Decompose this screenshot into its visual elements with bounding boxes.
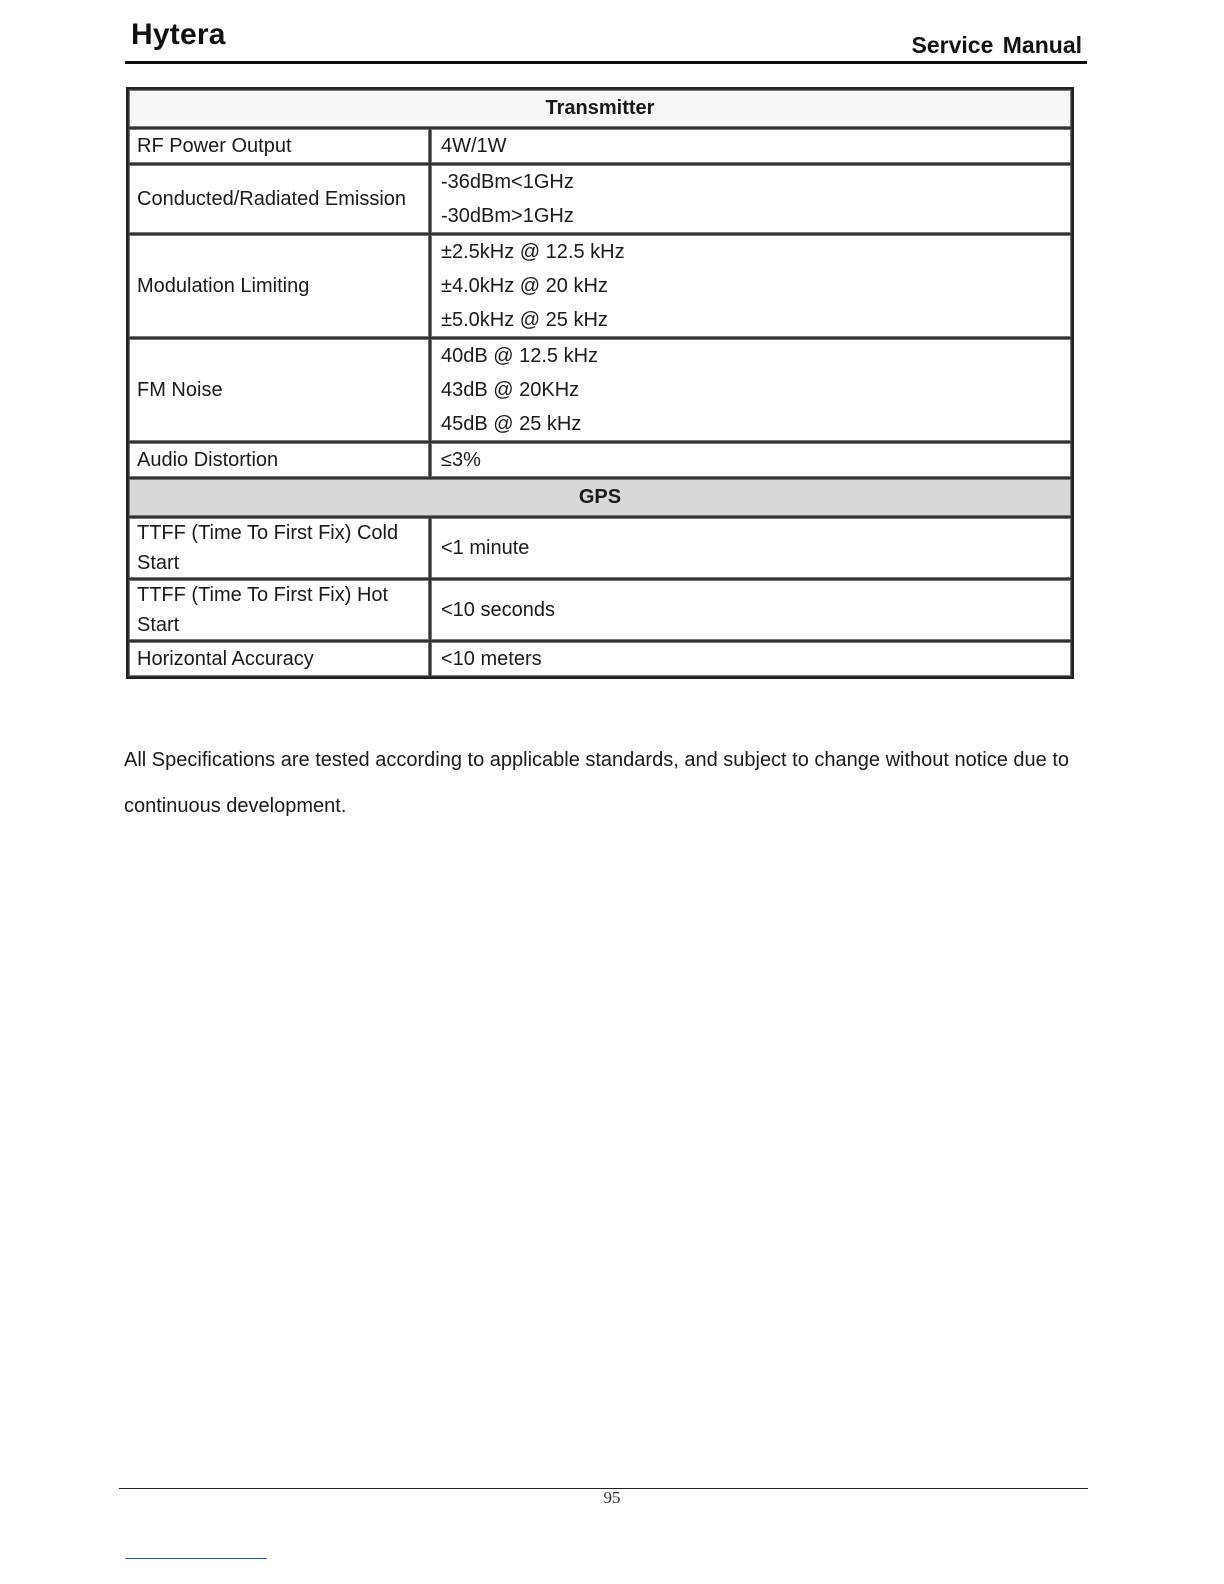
brand-logo: Hytera <box>131 18 226 51</box>
table-row <box>128 641 1072 677</box>
section-title: Transmitter <box>128 89 1072 128</box>
footnote-separator <box>125 1558 267 1559</box>
spec-label: Conducted/Radiated Emission <box>128 164 430 234</box>
specifications-footnote: All Specifications are tested according to applicable standards, and subject to change without notice due to continuous development. <box>124 749 1070 817</box>
spec-value-line: ±5.0kHz @ 25 kHz <box>441 309 608 331</box>
table-row <box>128 128 1072 164</box>
spec-value <box>430 442 1072 478</box>
specifications-table <box>126 87 1074 679</box>
spec-value <box>430 517 1072 579</box>
spec-value-line: <10 meters <box>441 648 542 670</box>
spec-label: FM Noise <box>128 338 430 442</box>
spec-value <box>430 128 1072 164</box>
spec-value-line: -36dBm<1GHz <box>441 171 574 193</box>
table-row <box>128 442 1072 478</box>
spec-label: TTFF (Time To First Fix) Hot Start <box>128 579 430 641</box>
table-row <box>128 234 1072 338</box>
header-divider <box>125 61 1087 64</box>
transmitter-section-header <box>128 89 1072 128</box>
table-row <box>128 164 1072 234</box>
spec-value-line: <1 minute <box>441 537 530 559</box>
spec-label: TTFF (Time To First Fix) Cold Start <box>128 517 430 579</box>
spec-value <box>430 579 1072 641</box>
spec-value-line: 43dB @ 20KHz <box>441 379 580 401</box>
spec-value-line: 40dB @ 12.5 kHz <box>441 345 599 367</box>
spec-value-line: -30dBm>1GHz <box>441 205 574 227</box>
spec-label: Audio Distortion <box>128 442 430 478</box>
table-row <box>128 517 1072 579</box>
spec-value <box>430 164 1072 234</box>
spec-value <box>430 234 1072 338</box>
spec-value-line: 4W/1W <box>441 135 507 157</box>
table-row <box>128 579 1072 641</box>
section-title: GPS <box>128 478 1072 517</box>
page-number: 95 <box>603 1488 621 1507</box>
spec-value-line: <10 seconds <box>441 599 555 621</box>
spec-value-line: 45dB @ 25 kHz <box>441 413 582 435</box>
spec-value-line: ±4.0kHz @ 20 kHz <box>441 275 608 297</box>
spec-label: Modulation Limiting <box>128 234 430 338</box>
spec-label: RF Power Output <box>128 128 430 164</box>
spec-value <box>430 641 1072 677</box>
spec-value-line: ±2.5kHz @ 12.5 kHz <box>441 241 625 263</box>
spec-value <box>430 338 1072 442</box>
spec-value-line: ≤3% <box>441 449 481 471</box>
document-title: Service Manual <box>911 32 1082 58</box>
gps-section-header <box>128 478 1072 517</box>
spec-label: Horizontal Accuracy <box>128 641 430 677</box>
table-row <box>128 338 1072 442</box>
